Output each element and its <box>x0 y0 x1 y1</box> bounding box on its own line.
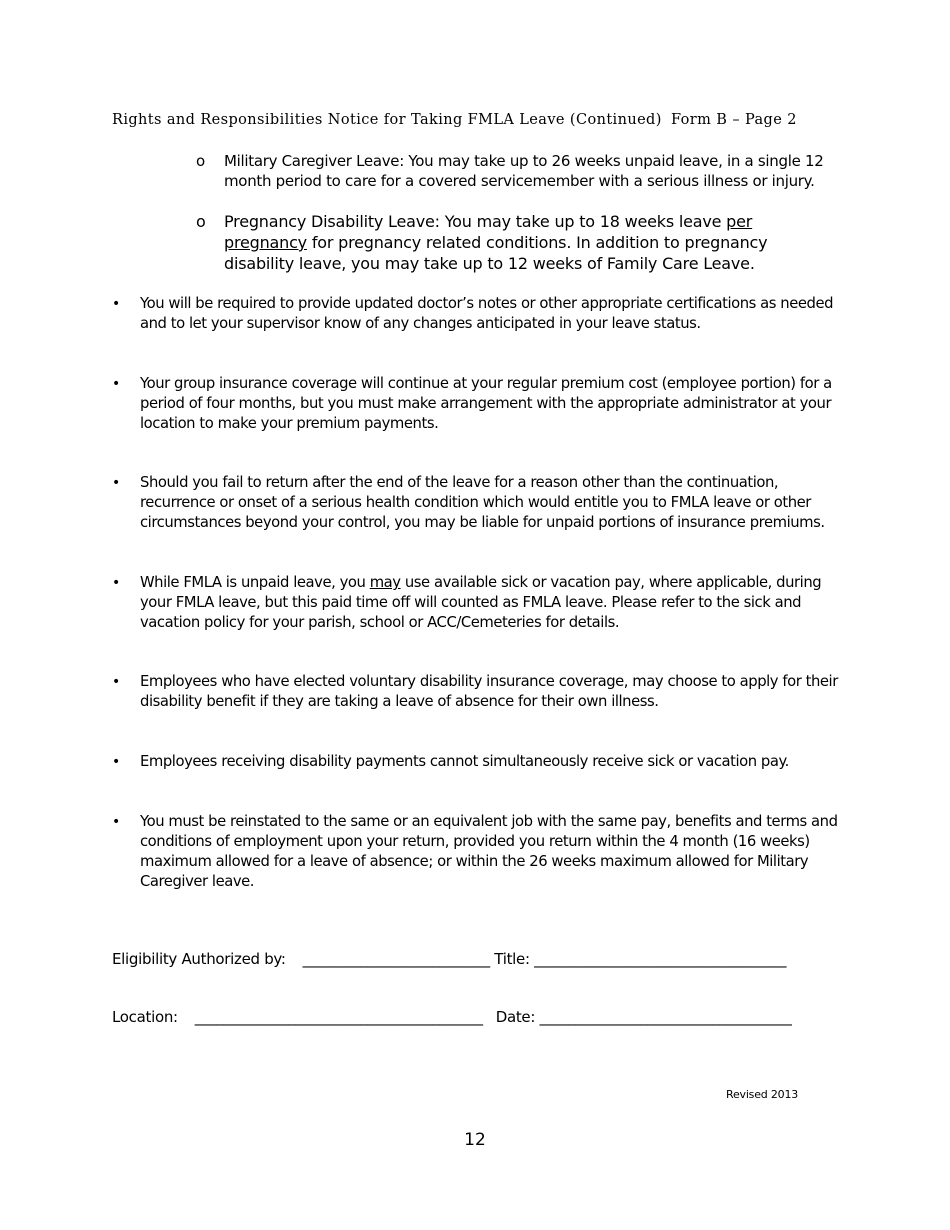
header-title: Rights and Responsibilities Notice for Taking FMLA Leave (Continued) <box>112 112 662 128</box>
revised-note: Revised 2013 <box>726 1088 799 1101</box>
bullet-marker: • <box>112 754 120 770</box>
location-label: Location: <box>112 1008 178 1026</box>
bullet-marker: • <box>112 296 120 312</box>
bullet-marker: • <box>112 674 120 690</box>
underlined-text: per pregnancy <box>224 212 753 252</box>
text-segment: While FMLA is unpaid leave, you <box>140 574 370 591</box>
location-date-row <box>112 1008 792 1026</box>
bullet-marker: • <box>112 376 120 392</box>
date-line[interactable]: ___________________________________ <box>539 1008 792 1026</box>
sub-bullet-marker: o <box>196 152 205 170</box>
bullet-marker: • <box>112 575 120 591</box>
title-signature-line[interactable]: ___________________________________ <box>534 950 787 968</box>
page-header <box>112 112 812 128</box>
bullet-marker: • <box>112 814 120 830</box>
title-label: Title: <box>494 950 530 968</box>
authorized-signature-line[interactable]: __________________________ <box>302 950 490 968</box>
page-number: 12 <box>464 1130 486 1150</box>
bullet-text: You must be reinstated to the same or an equivalent job with the same pay, benefits and terms and conditions of employment upon your return, provided you return within the 4 month (16 weeks) maximum allowed for a leave of absence; or within the 26 weeks maximum allowed for Military Caregiver leave. <box>140 813 838 890</box>
bullet-text: Employees who have elected voluntary disability insurance coverage, may choose to apply for their disability benefit if they are taking a leave of absence for their own illness. <box>140 673 838 710</box>
bullet-text: You will be required to provide updated doctor’s notes or other appropriate certifications as needed and to let your supervisor know of any changes anticipated in your leave status. <box>140 295 834 332</box>
authorized-label: Eligibility Authorized by: <box>112 950 286 968</box>
location-line[interactable]: ________________________________________ <box>194 1008 483 1026</box>
bullet-text <box>140 573 840 633</box>
bullet-text: Your group insurance coverage will continue at your regular premium cost (employee portion) for a period of four months, but you must make arrangement with the appropriate administrator at your location to make your premium payments. <box>140 375 832 432</box>
sub-bullet-marker: o <box>196 212 206 231</box>
sub-item-text <box>224 211 836 274</box>
text-segment: use available sick or vacation pay, where applicable, during your FMLA leave, but this paid time off will counted as FMLA leave. Please refer to the sick and vacation policy for your parish, school or ACC/Cemeteries for details. <box>140 574 822 631</box>
bullet-text: Should you fail to return after the end of the leave for a reason other than the continuation, recurrence or onset of a serious health condition which would entitle you to FMLA leave or other circumstances beyond your control, you may be liable for unpaid portions of insurance premiums. <box>140 474 825 531</box>
text-segment: for pregnancy related conditions. In addition to pregnancy disability leave, you may take up to 12 weeks of Family Care Leave. <box>224 233 768 273</box>
form-reference: Form B – Page 2 <box>671 112 797 128</box>
bullet-text: Employees receiving disability payments cannot simultaneously receive sick or vacation pay. <box>140 753 789 770</box>
date-label: Date: <box>495 1008 536 1026</box>
bullet-marker: • <box>112 475 120 491</box>
text-segment: Pregnancy Disability Leave: You may take up to 18 weeks leave <box>224 212 727 231</box>
authorized-signature-row <box>112 950 786 968</box>
underlined-text: may <box>369 574 401 591</box>
sub-item-text: Military Caregiver Leave: You may take up to 26 weeks unpaid leave, in a single 12 month period to care for a covered servicemember with a serious illness or injury. <box>224 152 824 190</box>
